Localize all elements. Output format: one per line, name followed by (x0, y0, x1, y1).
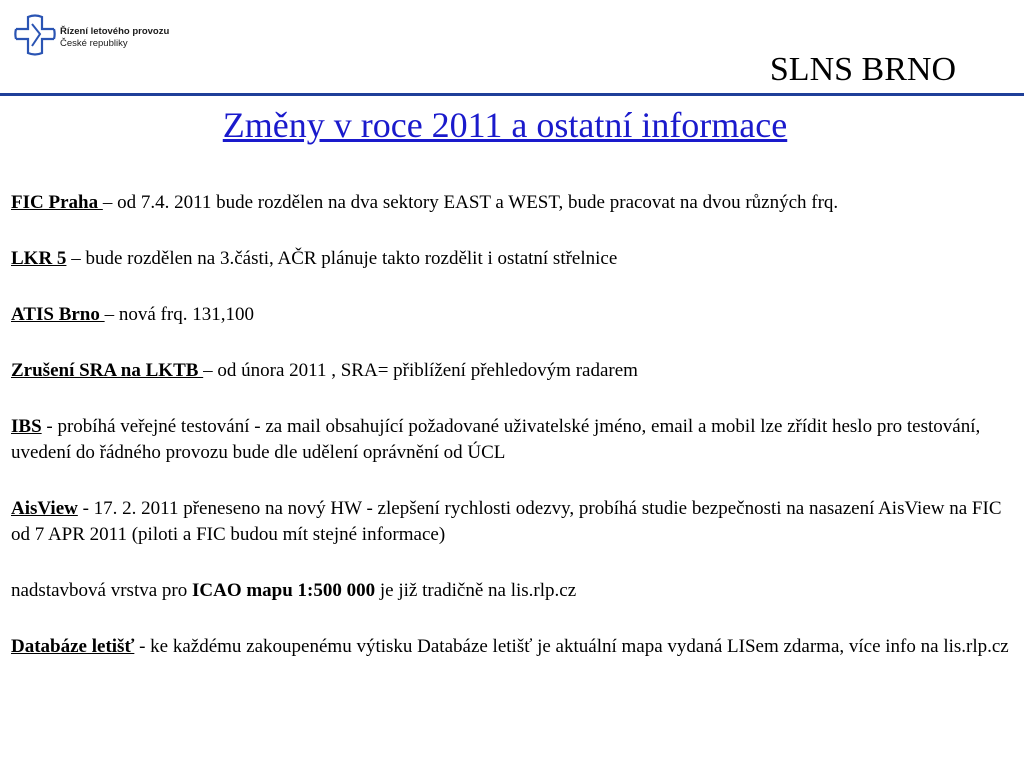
item-label: IBS (11, 416, 42, 437)
item-label: Databáze letišť (11, 636, 135, 657)
item-text: – bude rozdělen na 3.části, AČR plánuje takto rozdělit i ostatní střelnice (66, 248, 618, 269)
info-item-ibs (11, 414, 1011, 466)
item-label: ATIS Brno (11, 304, 105, 325)
slide-title-text: Změny v roce 2011 a ostatní informace (222, 105, 788, 145)
item-text: - 17. 2. 2011 přeneseno na nový HW - zlepšení rychlosti odezvy, probíhá studie bezpečnosti na nasazení AisView na FIC od 7 APR 2011 (piloti a FIC budou mít stejné informace) (11, 498, 1002, 545)
slide-title (0, 103, 1010, 147)
item-label: LKR 5 (11, 248, 67, 269)
info-item-sra-lktb (11, 358, 1011, 384)
rlp-cross-logo-icon (12, 12, 58, 58)
logo-line1: Řízení letového provozu (60, 26, 170, 37)
info-item-aisview (11, 496, 1011, 548)
item-label: Zrušení SRA na LKTB (11, 360, 204, 381)
info-item-icao-map (11, 578, 1011, 604)
item-text: - probíhá veřejné testování - za mail obsahující požadované uživatelské jméno, email a mobil lze zřídit heslo pro testování, uvedení do řádného provozu bude dle udělení oprávnění od ÚCL (11, 416, 981, 463)
item-text: – od 7.4. 2011 bude rozdělen na dva sektory EAST a WEST, bude pracovat na dvou různých frq. (102, 192, 839, 213)
logo-line2: České republiky (60, 38, 128, 49)
logo-text (60, 26, 169, 50)
item-label: FIC Praha (11, 192, 103, 213)
info-item-fic-praha (11, 190, 1011, 216)
info-item-lkr5 (11, 246, 1011, 272)
item-text: - ke každému zakoupenému výtisku Databáze letišť je aktuální mapa vydaná LISem zdarma, více info na lis.rlp.cz (134, 636, 1009, 657)
item-text-post: je již tradičně na lis.rlp.cz (375, 580, 577, 601)
item-text: – od února 2011 , SRA= přiblížení přehledovým radarem (203, 360, 638, 381)
company-logo (12, 12, 212, 62)
item-text: – nová frq. 131,100 (104, 304, 254, 325)
item-text-pre: nadstavbová vrstva pro (11, 580, 192, 601)
item-bold-text: ICAO mapu 1:500 000 (191, 580, 376, 601)
info-item-atis-brno (11, 302, 1011, 328)
item-label: AisView (11, 498, 78, 519)
info-item-databaze-letist (11, 634, 1011, 660)
slide-content (11, 190, 1011, 690)
header-divider (0, 93, 1024, 96)
site-title: SLNS BRNO (769, 51, 956, 88)
